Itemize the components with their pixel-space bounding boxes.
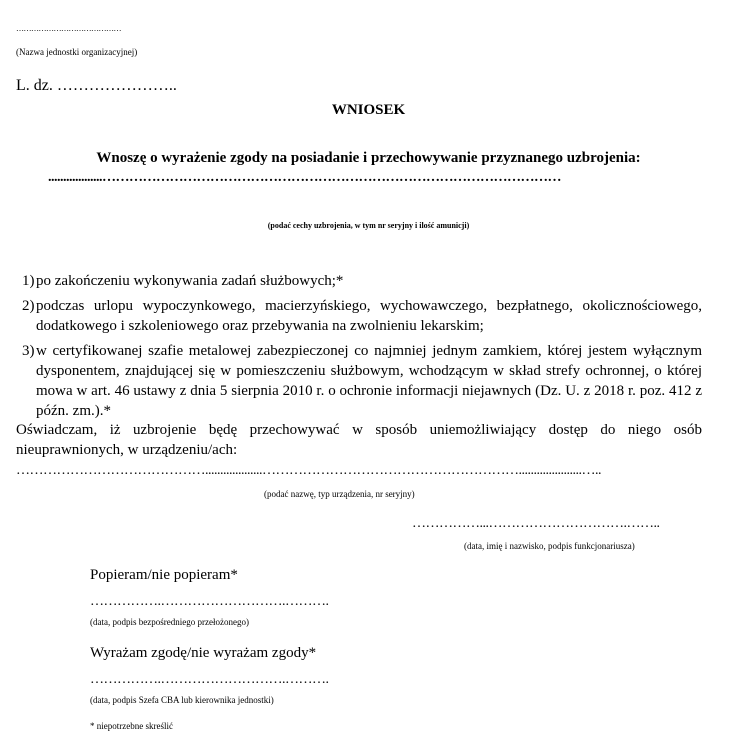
list-item-text: po zakończeniu wykonywania zadań służbowych;* (36, 273, 344, 289)
officer-signature-label: (data, imię i nazwisko, podpis funkcjonariusza) (464, 541, 635, 551)
request-dots: ..................………………………………………………………………………………………… (48, 170, 561, 185)
supervisor-signature-label: (data, podpis bezpośredniego przełożonego) (90, 617, 249, 627)
list-item-text: w certyfikowanej szafie metalowej zabezpieczonej co najmniej jednym zamkiem, której jestem wyłącznym dysponentem, znajdującej się w pomieszczeniu służbowym, wchodzącym w skład strefy ochronnej, o której mowa w art. 46 ustawy z dnia 5 sierpnia 2010 r. o ochronie informacji niejawnych (Dz. U. z 2018 r. poz. 412 z późn. zm.).* (36, 343, 702, 419)
supervisor-signature-dots: …………….……………………….………. (90, 594, 329, 609)
unit-name-label: (Nazwa jednostki organizacyjnej) (16, 47, 138, 57)
chief-decision: Wyrażam zgodę/nie wyrażam zgody* (90, 645, 317, 661)
declaration-hint: (podać nazwę, typ urządzenia, nr seryjny) (264, 489, 415, 499)
list-item-text: podczas urlopu wypoczynkowego, macierzyńskiego, wychowawczego, bezpłatnego, okolicznościowego, dodatkowego i szkoleniowego oraz przebywania na zwolnieniu lekarskim; (36, 298, 702, 334)
list-item (22, 296, 702, 336)
list-item (22, 271, 702, 291)
declaration-text: Oświadczam, iż uzbrojenie będę przechowywać w sposób uniemożliwiający dostęp do niego osób nieuprawnionych, w urządzeniu/ach: (16, 422, 702, 458)
document-title: WNIOSEK (331, 102, 406, 118)
officer-signature-dots: ……………...………………………….…….. (412, 516, 660, 531)
request-hint: (podać cechy uzbrojenia, w tym nr seryjny i ilość amunicji) (267, 221, 470, 230)
reference-number (16, 77, 177, 95)
request-heading: Wnoszę o wyrażenie zgody na posiadanie i przechowywanie przyznanego uzbrojenia: (96, 150, 641, 166)
list-item-number: 3) (22, 343, 35, 359)
footnote: * niepotrzebne skreślić (90, 721, 173, 731)
reference-text: L. dz. ………………….. (16, 77, 177, 94)
list-item-number: 1) (22, 273, 35, 289)
supervisor-opinion: Popieram/nie popieram* (90, 567, 238, 583)
list-item (22, 341, 702, 421)
declaration-dots: ……………………………………...................………………………………………………….....................….. (16, 463, 601, 478)
unit-name-dots: …………………………………… (16, 24, 121, 33)
chief-signature-dots: …………….……………………….………. (90, 672, 329, 687)
chief-signature-label: (data, podpis Szefa CBA lub kierownika jednostki) (90, 695, 274, 705)
list-item-number: 2) (22, 298, 35, 314)
